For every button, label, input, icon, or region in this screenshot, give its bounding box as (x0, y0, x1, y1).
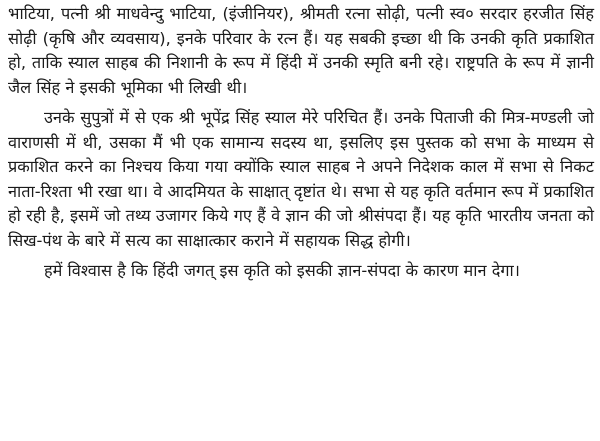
paragraph-publication: उनके सुपुत्रों में से एक श्री भूपेंद्र सिंह स्याल मेरे परिचित हैं। उनके पिताजी की मित्र-मण्डली जो वाराणसी में थी, उसका मैं भी एक सामान्य सदस्य था, इसलिए इस पुस्तक को सभा के माध्यम से प्रकाशित करने का निश्चय किया गया क्योंकि स्याल साहब ने अपने निदेशक काल में सभा से निकट नाता-रिश्ता भी रखा था। वे आदमियत के साक्षात् दृष्टांत थे। सभा से यह कृति वर्तमान रूप में प्रकाशित हो रही है, इसमें जो तथ्य उजागर किये गए हैं वे ज्ञान की जो श्रीसंपदा हैं। यह कृति भारतीय जनता को सिख-पंथ के बारे में सत्य का साक्षात्कार कराने में सहायक सिद्ध होगी। (8, 108, 594, 250)
paragraph-family: भाटिया, पत्नी श्री माधवेन्दु भाटिया, (इंजीनियर), श्रीमती रत्ना सोढ़ी, पत्नी स्व० सरदार हरजीत सिंह सोढ़ी (कृषि और व्यवसाय), इनके परिवार के रत्न हैं। यह सबकी इच्छा थी कि उनकी कृति प्रकाशित हो, ताकि स्याल साहब की निशानी के रूप में हिंदी में उनकी स्मृति बनी रहे। राष्ट्रपति के रूप में ज्ञानी जैल सिंह ने इसकी भूमिका भी लिखी थी। (8, 4, 594, 97)
paragraph-conclusion: हमें विश्वास है कि हिंदी जगत् इस कृति को इसकी ज्ञान-संपदा के कारण मान देगा। (44, 261, 520, 280)
